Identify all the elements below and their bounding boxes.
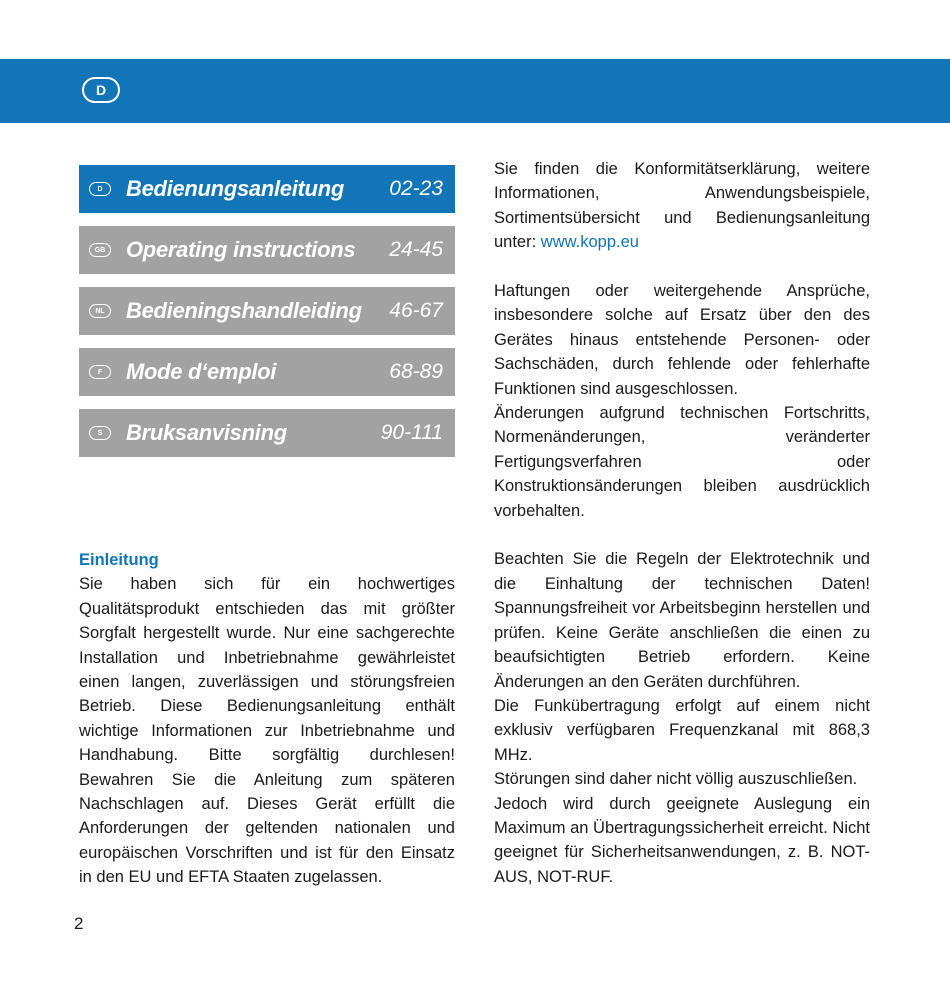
introduction-text: Sie haben sich für ein hochwertiges Qualitätsprodukt entschieden das mit größter Sorgfalt hergestellt wurde. Nur eine sachgerechte Installation und Inbetriebnahme gewährleistet einen langen, zuverlässigen und störungsfreien Betrieb. Diese Bedienungsanleitung enthält wichtige Informationen zur Inbetriebnahme und Handhabung. Bitte sorgfältig durchlesen! Bewahren Sie die Anleitung zum späteren Nachschlagen auf. Dieses Gerät erfüllt die Anforderungen der geltenden nationalen und europäischen Vorschriften und ist für den Einsatz in den EU und EFTA Staaten zugelassen. [79,575,455,887]
page-number: 2 [74,914,84,933]
toc-label: Bedienungsanleitung [126,176,344,201]
conformity-text: Sie finden die Konformitätserklärung, weitere Informationen, Anwendungsbeispiele, Sortimentsübersicht und Bedienungsanleitung unter: [494,160,870,252]
toc-pages: 02-23 [389,177,443,200]
toc-row-s[interactable] [79,409,455,457]
toc-label: Bruksanvisning [126,420,287,445]
liability-paragraph: Haftungen oder weitergehende Ansprüche, insbesondere solche auf Ersatz über den des Gerätes hinaus entstehende Personen- oder Sachschäden, durch fehlende oder fehlerhafte Funktionen sind ausgeschlossen. [494,282,870,398]
changes-paragraph: Änderungen aufgrund technischen Fortschritts, Normenänderungen, veränderter Fertigungsverfahren oder Konstruktionsänderungen bleiben ausdrücklich vorbehalten. [494,404,870,520]
toc-pages: 68-89 [389,360,443,383]
website-link[interactable]: www.kopp.eu [540,233,639,252]
toc-pages: 24-45 [389,238,443,261]
radio-paragraph: Die Funkübertragung erfolgt auf einem nicht exklusiv verfügbaren Frequenzkanal mit 868,3 MHz. [494,696,870,764]
toc-pages: 90-111 [380,421,443,444]
toc-label: Bedieningshandleiding [126,298,362,323]
language-code-icon: GB [89,243,111,257]
legal-notes-section [494,157,870,889]
rules-paragraph: Beachten Sie die Regeln der Elektrotechnik und die Einhaltung der technischen Daten! Spannungsfreiheit vor Arbeitsbeginn herstellen und prüfen. Keine Geräte anschließen die einen zu beaufsichtigten Betrieb erfordern. Keine Änderungen an den Geräten durchführen. [494,550,870,691]
interference-paragraph: Störungen sind daher nicht völlig auszuschließen. [494,770,858,789]
conformity-paragraph [494,157,870,255]
toc-row-de[interactable] [79,165,455,213]
language-badge: D [82,77,120,103]
language-code-icon: S [89,426,111,440]
language-code-icon: NL [89,304,111,318]
toc-row-gb[interactable] [79,226,455,274]
introduction-section [79,548,455,890]
toc-label: Mode d‘emploi [126,359,277,384]
toc-label: Operating instructions [126,237,356,262]
toc-pages: 46-67 [389,299,443,322]
language-code-icon: D [89,182,111,196]
language-code-icon: F [89,365,111,379]
toc-row-f[interactable] [79,348,455,396]
toc-row-nl[interactable] [79,287,455,335]
header-bar [0,59,950,123]
section-heading: Einleitung [79,551,159,569]
safety-paragraph: Jedoch wird durch geeignete Auslegung ein Maximum an Übertragungssicherheit erreicht. Nicht geeignet für Sicherheitsanwendungen, z. B. NOT-AUS, NOT-RUF. [494,794,870,886]
